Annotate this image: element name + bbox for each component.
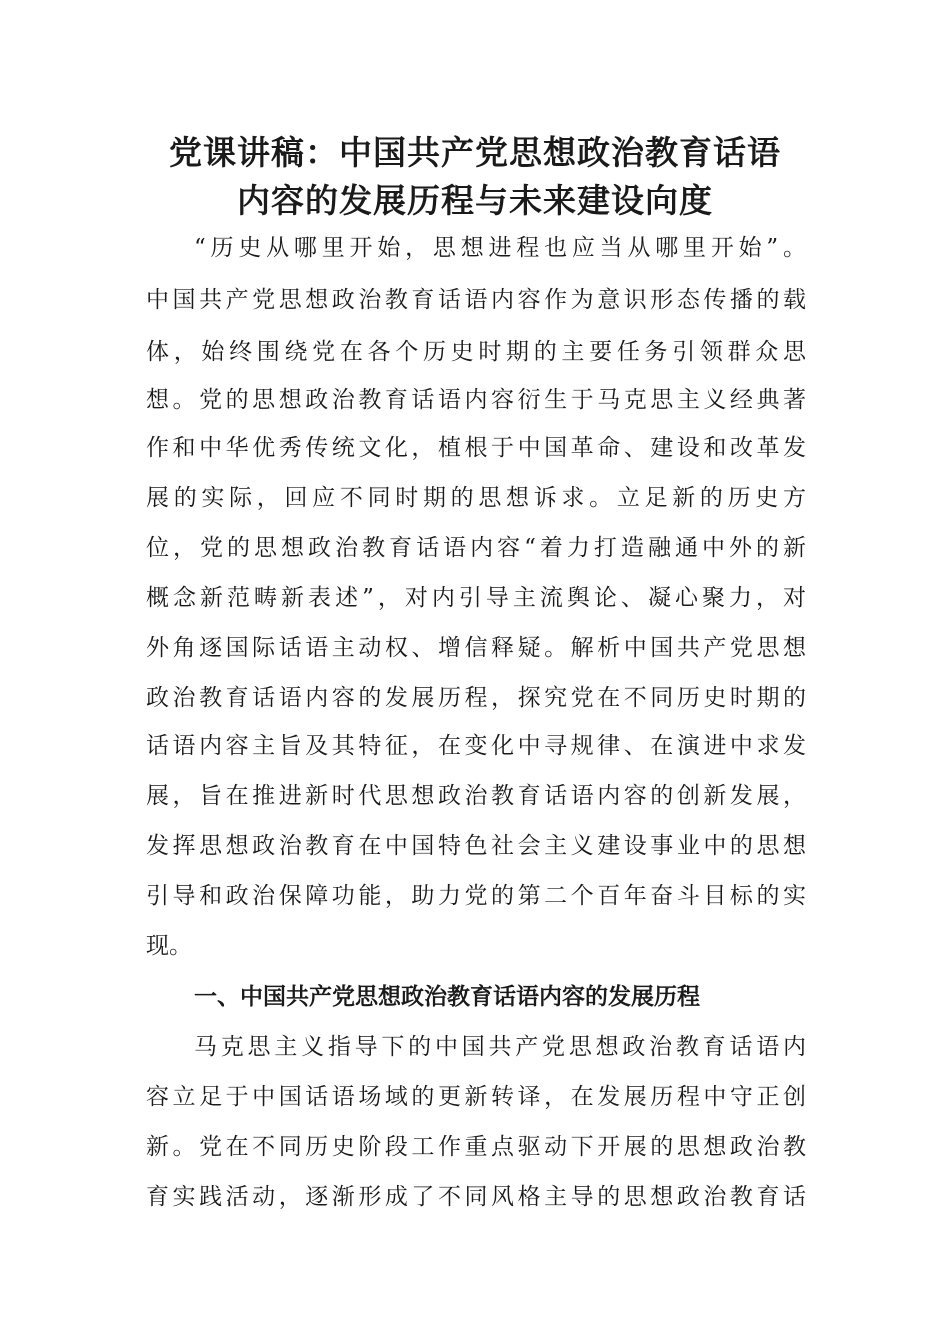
paragraph-line: 育实践活动，逐渐形成了不同风格主导的思想政治教育话 (146, 1184, 806, 1210)
paragraph-line: 外角逐国际话语主动权、增信释疑。解析中国共产党思想 (146, 635, 806, 661)
paragraph-line: 容立足于中国话语场域的更新转译，在发展历程中守正创 (146, 1084, 806, 1110)
paragraph-line: 新。党在不同历史阶段工作重点驱动下开展的思想政治教 (146, 1134, 806, 1160)
paragraph-line: “历史从哪里开始，思想进程也应当从哪里开始”。 (194, 235, 806, 261)
paragraph-line: 体，始终围绕党在各个历史时期的主要任务引领群众思 (146, 339, 806, 365)
paragraph-line: 作和中华优秀传统文化，植根于中国革命、建设和改革发 (146, 435, 806, 461)
paragraph-line: 话语内容主旨及其特征，在变化中寻规律、在演进中求发 (146, 733, 806, 759)
paragraph-line: 展，旨在推进新时代思想政治教育话语内容的创新发展， (146, 783, 806, 809)
paragraph-line: 中国共产党思想政治教育话语内容作为意识形态传播的载 (146, 287, 806, 313)
section-heading: 一、中国共产党思想政治教育话语内容的发展历程 (194, 984, 700, 1010)
paragraph-line: 展的实际，回应不同时期的思想诉求。立足新的历史方 (146, 485, 806, 511)
paragraph-line: 引导和政治保障功能，助力党的第二个百年奋斗目标的实 (146, 883, 806, 909)
title-line-1: 党课讲稿：中国共产党思想政治教育话语 (169, 133, 781, 172)
paragraph-line: 概念新范畴新表述”，对内引导主流舆论、凝心聚力，对 (146, 585, 806, 611)
paragraph-line: 马克思主义指导下的中国共产党思想政治教育话语内 (194, 1034, 806, 1060)
paragraph-line: 发挥思想政治教育在中国特色社会主义建设事业中的思想 (146, 833, 806, 859)
paragraph-line: 政治教育话语内容的发展历程，探究党在不同历史时期的 (146, 685, 806, 711)
paragraph-line: 位，党的思想政治教育话语内容“着力打造融通中外的新 (146, 535, 806, 561)
paragraph-line: 现。 (146, 933, 192, 959)
title-line-2: 内容的发展历程与未来建设向度 (237, 181, 713, 220)
paragraph-line: 想。党的思想政治教育话语内容衍生于马克思主义经典著 (146, 387, 806, 413)
